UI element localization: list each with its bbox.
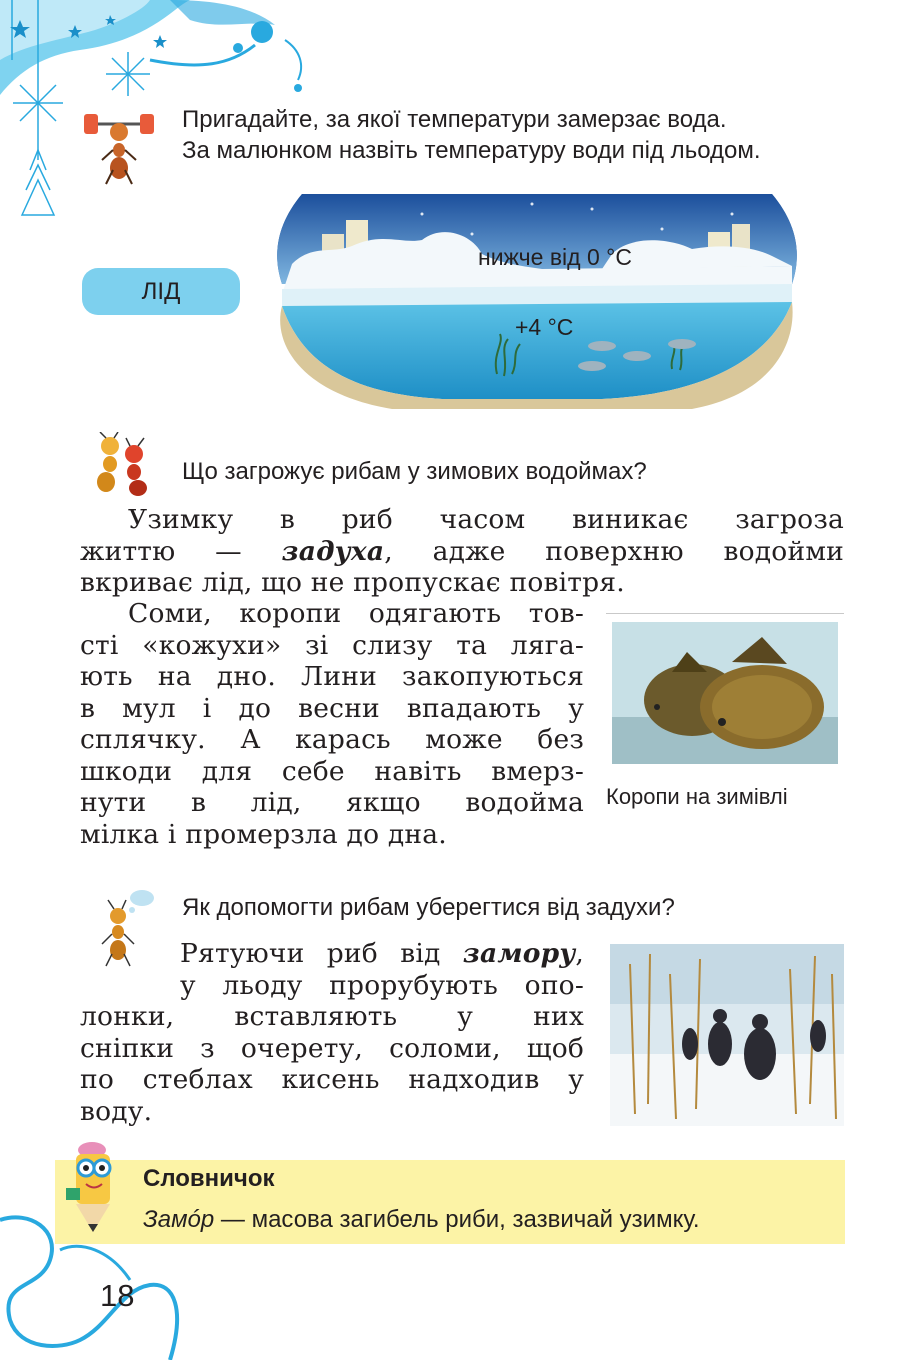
question-3: Як допомогти рибам уберегтися від задухи? [182, 894, 675, 921]
carp-photo [612, 622, 838, 764]
para1-line-1: Узимку в риб часом виникає загроза [128, 504, 844, 535]
para3-line: сніпки з очерету, соломи, щоб [80, 1032, 584, 1064]
para3-line-1-start: Рятуючи риб від [180, 938, 463, 969]
para1-line-2-end: , адже поверхню водойми [384, 535, 844, 567]
question-1 [182, 104, 761, 166]
paragraph-save-fish [80, 938, 584, 1127]
para2-line: Соми, коропи одягають тов- [128, 598, 584, 629]
para2-line: нути в лід, якщо водойма [80, 787, 584, 818]
para1-line-2-start: життю — [80, 535, 282, 567]
photo-divider [606, 613, 844, 614]
para3-line: лонки, вставляють у них [80, 1001, 584, 1032]
question-1-line-2: За малюнком назвіть температуру води під льодом. [182, 137, 761, 164]
carp-photo-caption: Коропи на зимівлі [606, 784, 788, 809]
para3-line-1-end: , [575, 938, 584, 969]
weightlifter-ant-icon [80, 100, 158, 186]
paragraph-fish-winter [80, 598, 584, 850]
dictionary-title: Словничок [143, 1165, 275, 1192]
dictionary-term: Замóр [143, 1206, 215, 1233]
ice-label-badge: ЛІД [82, 268, 240, 315]
water-temperature-label: +4 °С [515, 314, 574, 340]
question-1-line-1: Пригадайте, за якої температури замерзає вода. [182, 106, 727, 133]
question-2: Що загрожує рибам у зимових водоймах? [182, 458, 647, 485]
para2-line: сплячку. А карась може без [80, 724, 584, 755]
para3-line: воду. [80, 1095, 153, 1127]
para1-line-3: вкриває лід, що не пропускає повітря. [80, 567, 625, 598]
para2-line: шкоди для себе навіть вмерз- [80, 755, 584, 787]
para3-line: у льоду прорубують опо- [180, 969, 584, 1001]
two-ants-icon [88, 432, 158, 496]
dictionary-entry [143, 1206, 700, 1234]
para2-line: мілка і промерзла до дна. [80, 818, 447, 850]
ice-hole-photo [610, 944, 844, 1126]
term-zamor: замору [462, 938, 576, 969]
para3-line: по стеблах кисень надходив у [80, 1064, 584, 1095]
term-suffocation: задуха [281, 535, 385, 567]
para3-line-1 [80, 938, 584, 970]
dictionary-definition: — масова загибель риби, зазвичай узимку. [214, 1206, 700, 1233]
paragraph-suffocation [80, 504, 844, 599]
para2-line: в мул і до весни впадають у [80, 692, 584, 724]
para2-line: сті «кожухи» зі слизу та ляга- [80, 629, 584, 661]
swirl-decoration [0, 1210, 190, 1360]
para1-line-2 [80, 536, 844, 568]
para2-line: ють на дно. Лини закопуються [80, 661, 584, 692]
page-number: 18 [100, 1278, 135, 1313]
air-temperature-label: нижче від 0 °С [478, 244, 632, 270]
frozen-pond-illustration [272, 194, 802, 416]
